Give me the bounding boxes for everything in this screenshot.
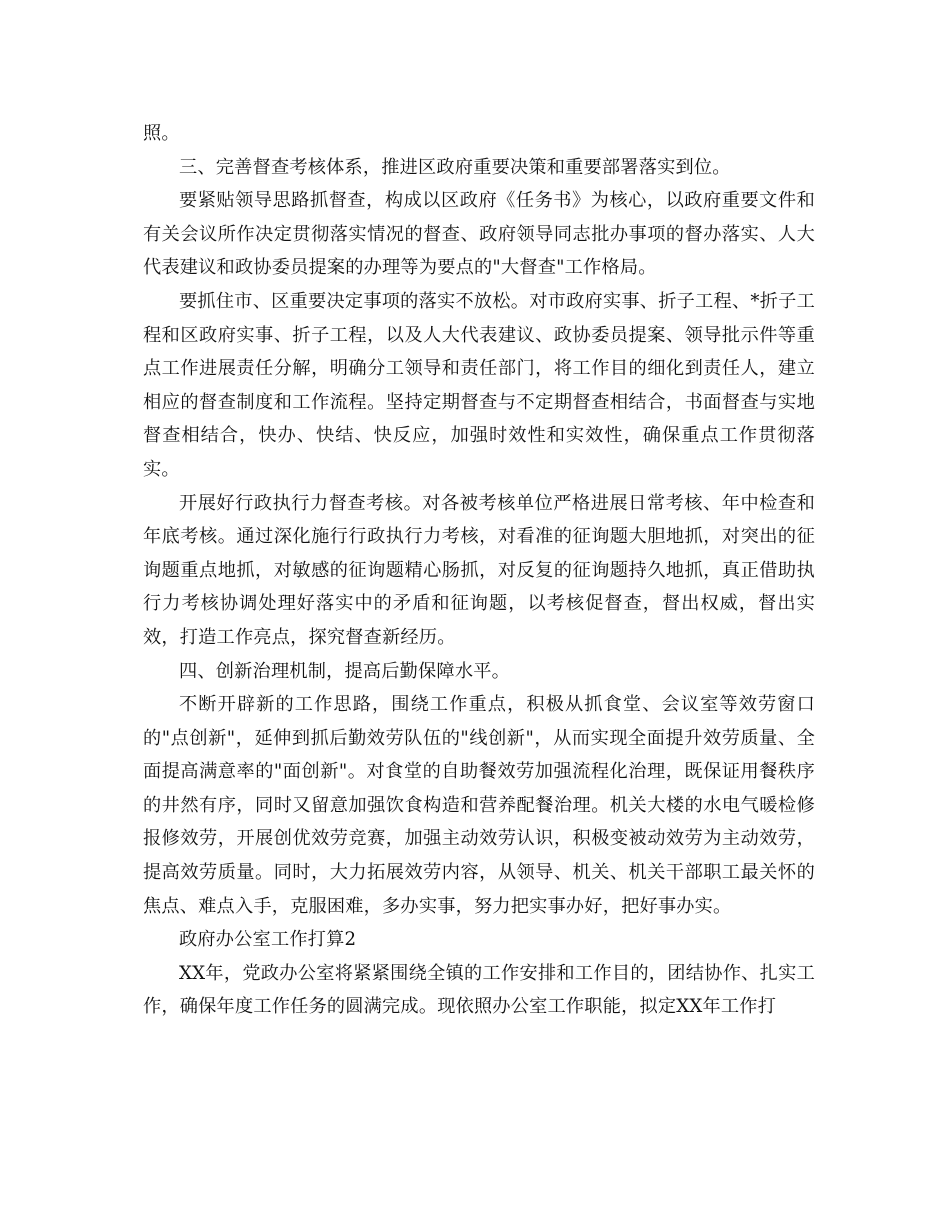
paragraph: XX年，党政办公室将紧紧围绕全镇的工作安排和工作目的，团结协作、扎实工作，确保年度工作任务的圆满完成。现依照办公室工作职能，拟定XX年工作打 [143,962,815,1018]
section-heading-3: 三、完善督查考核体系，推进区政府重要决策和重要部署落实到位。 [179,156,731,178]
paragraph: 开展好行政执行力督查考核。对各被考核单位严格进展日常考核、年中检查和年底考核。通过深化施行行政执行力考核，对看准的征询题大胆地抓，对突出的征询题重点地抓，对敏感的征询题精心肠抓，对反复的征询题持久地抓，真正借助执行力考核协调处理好落实中的矛盾和征询题，以考核促督查，督出权威，督出实效，打造工作亮点，探究督查新经历。 [143,492,815,648]
document-body [143,117,815,1024]
section-heading-4: 四、创新治理机制，提高后勤保障水平。 [179,660,510,682]
paragraph-continuation: 照。 [143,123,180,144]
paragraph: 要紧贴领导思路抓督查，构成以区政府《任务书》为核心，以政府重要文件和有关会议所作决定贯彻落实情况的督查、政府领导同志批办事项的督办落实、人大代表建议和政协委员提案的办理等为要点的"大督查"工作格局。 [143,190,815,279]
document-subtitle: 政府办公室工作打算2 [179,929,357,951]
paragraph: 不断开辟新的工作思路，围绕工作重点，积极从抓食堂、会议室等效劳窗口的"点创新"，延伸到抓后勤效劳队伍的"线创新"，从而实现全面提升效劳质量、全面提高满意率的"面创新"。对食堂的自助餐效劳加强流程化治理，既保证用餐秩序的井然有序，同时又留意加强饮食构造和营养配餐治理。机关大楼的水电气暖检修报修效劳，开展创优效劳竞赛，加强主动效劳认识，积极变被动效劳为主动效劳，提高效劳质量。同时，大力拓展效劳内容，从领导、机关、机关干部职工最关怀的焦点、难点入手，克服困难，多办实事，努力把实事办好，把好事办实。 [143,694,815,917]
paragraph: 要抓住市、区重要决定事项的落实不放松。对市政府实事、折子工程、*折子工程和区政府实事、折子工程，以及人大代表建议、政协委员提案、领导批示件等重点工作进展责任分解，明确分工领导和责任部门，将工作目的细化到责任人，建立相应的督查制度和工作流程。坚持定期督查与不定期督查相结合，书面督查与实地督查相结合，快办、快结、快反应，加强时效性和实效性，确保重点工作贯彻落实。 [143,290,815,480]
